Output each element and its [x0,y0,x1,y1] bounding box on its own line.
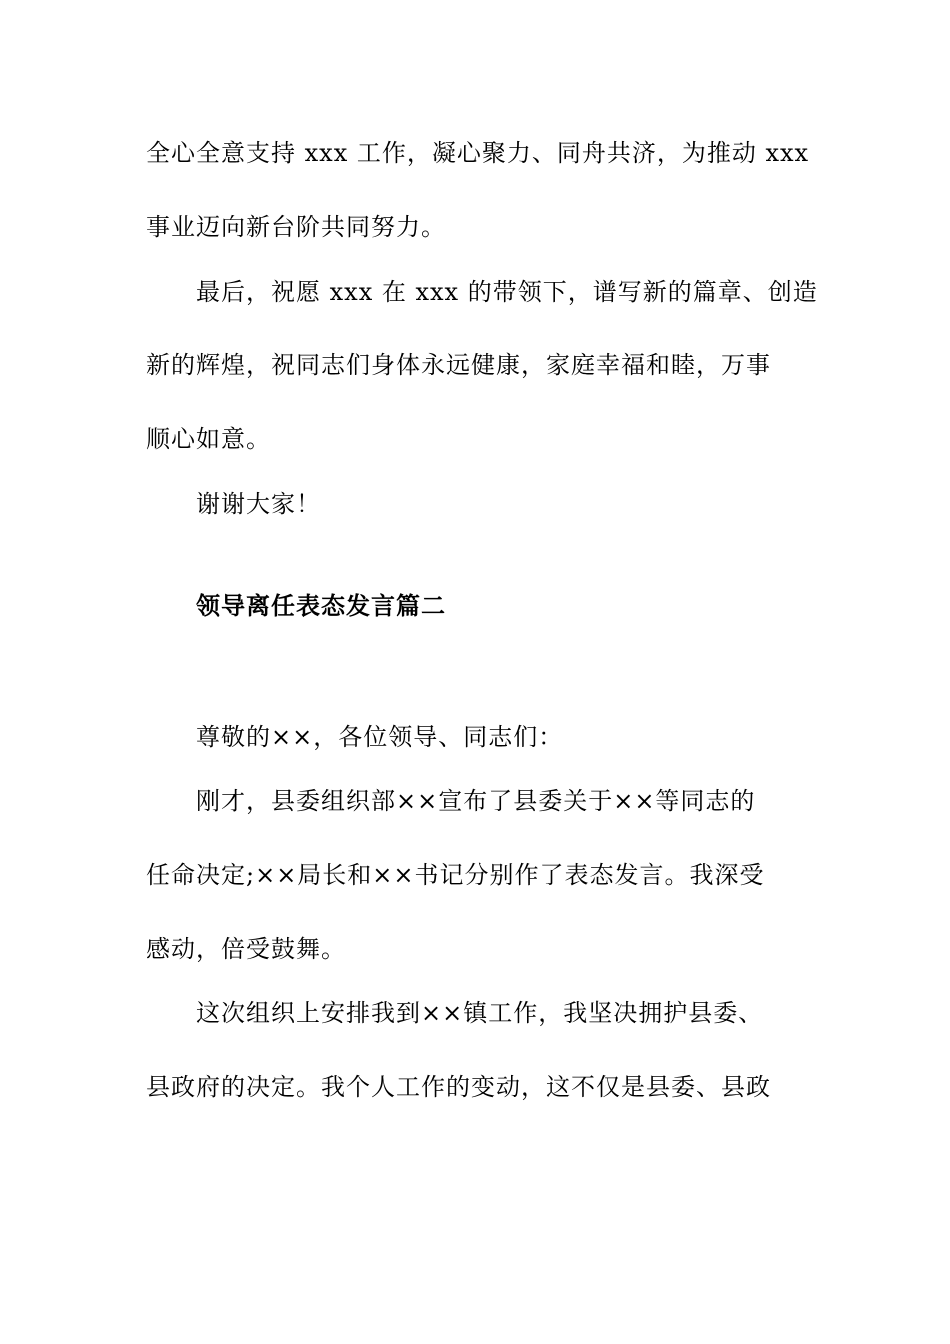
paragraph-line: 感动，倍受鼓舞。 [146,935,346,963]
paragraph-line: 县政府的决定。我个人工作的变动，这不仅是县委、县政 [146,1073,771,1101]
section-heading: 领导离任表态发言篇二 [196,592,446,620]
paragraph-line: 新的辉煌，祝同志们身体永远健康，家庭幸福和睦，万事 [146,351,771,379]
paragraph-line: 任命决定;××局长和××书记分别作了表态发言。我深受 [146,861,765,889]
paragraph-line: 最后，祝愿 xxx 在 xxx 的带领下，谱写新的篇章、创造 [196,278,818,306]
paragraph-line: 事业迈向新台阶共同努力。 [146,213,446,241]
paragraph-line: 全心全意支持 xxx 工作，凝心聚力、同舟共济，为推动 xxx [146,139,810,167]
paragraph-line: 刚才，县委组织部××宣布了县委关于××等同志的 [196,787,756,815]
paragraph-line: 顺心如意。 [146,425,271,453]
paragraph-line: 谢谢大家！ [196,490,321,518]
paragraph-line: 这次组织上安排我到××镇工作，我坚决拥护县委、 [196,999,764,1027]
paragraph-line: 尊敬的××，各位领导、同志们： [196,723,564,751]
